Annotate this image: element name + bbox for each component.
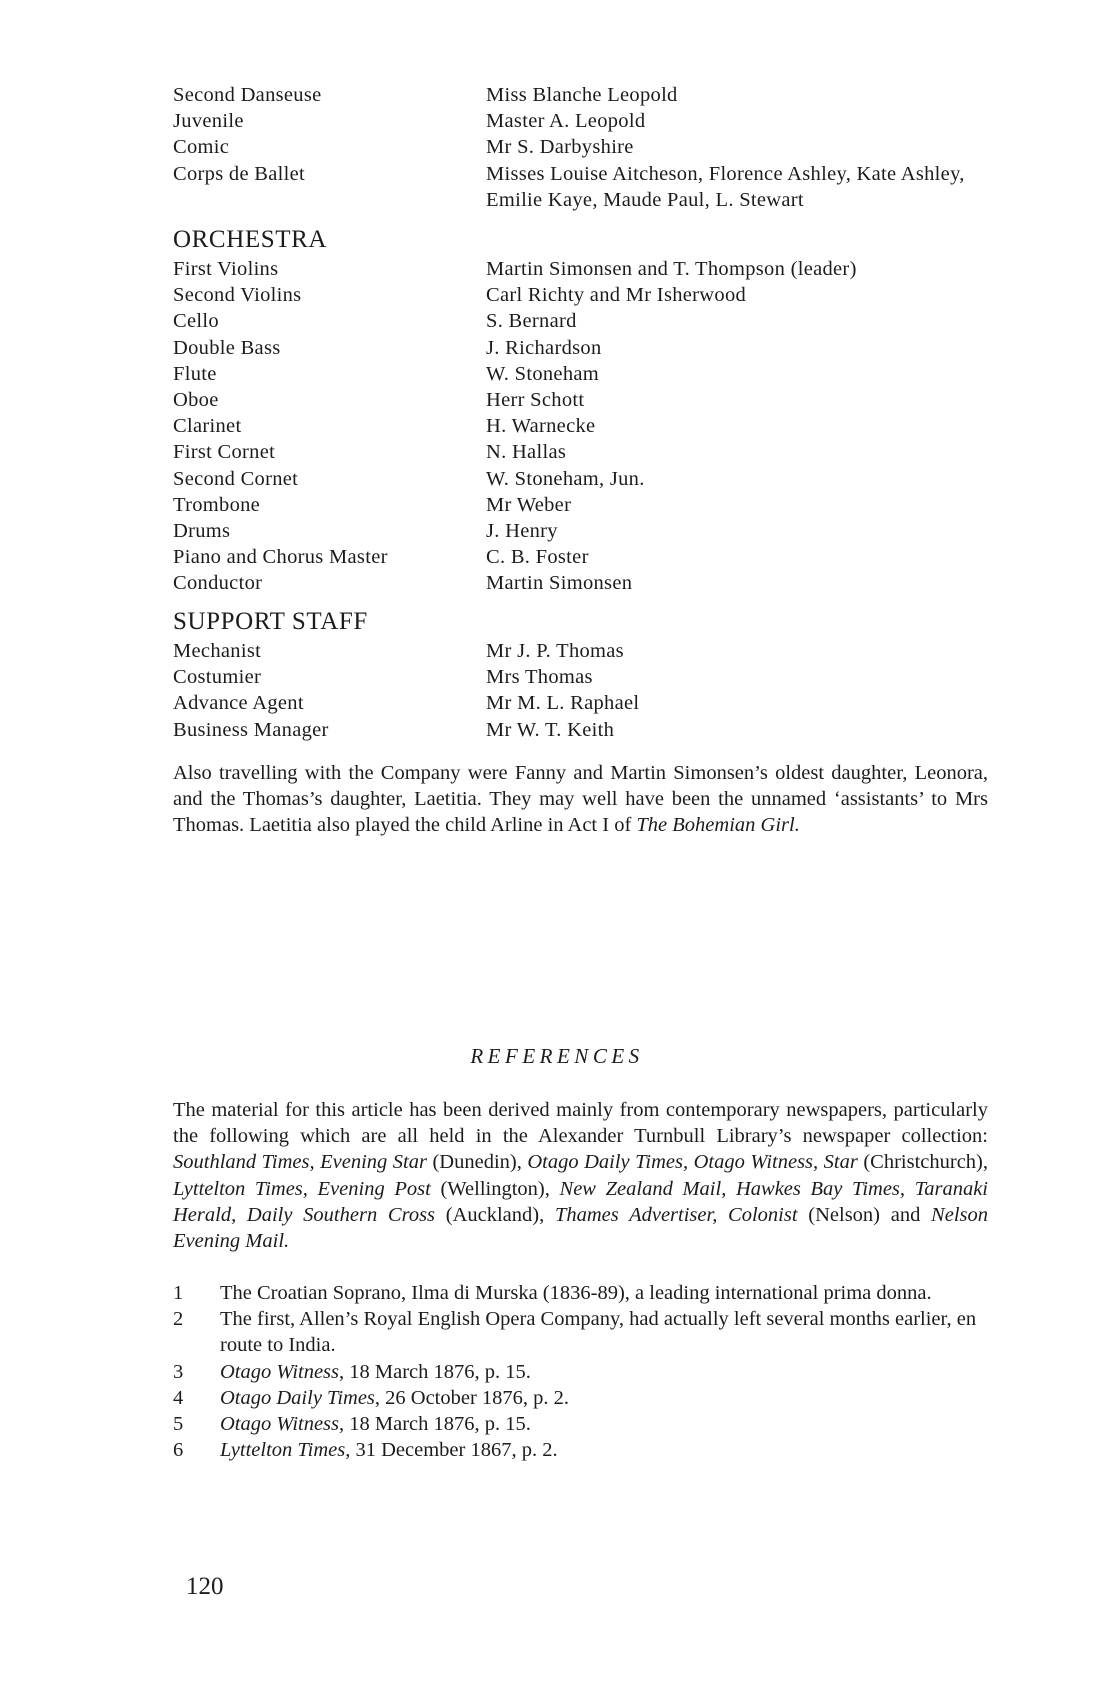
performer-name: Mr J. P. Thomas: [486, 640, 624, 662]
publication-title: Otago Daily Times: [220, 1386, 375, 1409]
text-span: , 31 December 1867, p. 2.: [345, 1439, 558, 1462]
footnote: [173, 1280, 988, 1306]
role-label: Second Violins: [173, 284, 302, 307]
performer-name: J. Henry: [486, 520, 558, 543]
role-label: Cello: [173, 310, 219, 333]
orchestra-heading: ORCHESTRA: [173, 226, 328, 253]
role-label: Mechanist: [173, 640, 262, 662]
text-span: , 18 March 1876, p. 15.: [339, 1413, 531, 1436]
performer-name: Mrs Thomas: [486, 666, 593, 689]
performer-name: Carl Richty and Mr Isherwood: [486, 284, 747, 307]
role-label: First Cornet: [173, 441, 276, 464]
text-span: The Croatian Soprano, Ilma di Murska (1836-89), a leading international prima donna.: [220, 1282, 932, 1304]
text-span: (Nelson) and: [797, 1203, 932, 1226]
dancers-list: [173, 82, 1003, 213]
performer-name: N. Hallas: [486, 441, 567, 464]
footnote-text: [220, 1306, 988, 1358]
references-heading: REFERENCES: [470, 1044, 644, 1068]
list-item: [173, 361, 1003, 387]
list-item: [173, 161, 1003, 213]
list-item: [173, 256, 1003, 282]
performer-name: J. Richardson: [486, 336, 602, 359]
list-item: [173, 690, 1003, 716]
role-label: Double Bass: [173, 336, 281, 359]
performer-name: S. Bernard: [486, 310, 577, 333]
performer-name: Misses Louise Aitcheson, Florence Ashley, Kate Ashley, Emilie Kaye, Maude Paul, L. Stewart: [486, 162, 965, 211]
footnote: [173, 1359, 988, 1385]
role-label: Second Danseuse: [173, 84, 322, 106]
role-label: First Violins: [173, 258, 279, 280]
text-span: (Wellington),: [430, 1177, 560, 1200]
publication-title: Otago Witness: [220, 1360, 340, 1383]
footnotes-list: [173, 1280, 988, 1463]
footnote-text: [220, 1437, 988, 1463]
list-item: [173, 308, 1003, 334]
performer-name: Mr W. T. Keith: [486, 718, 615, 741]
role-label: Clarinet: [173, 415, 242, 438]
list-item: [173, 466, 1003, 492]
text-span: The material for this article has been derived mainly from contemporary newspapers, particularly the following which are all held in the Alexander Turnbull Library’s newspaper collection:: [173, 1099, 988, 1148]
performer-name: C. B. Foster: [486, 546, 589, 569]
performer-name: W. Stoneham: [486, 362, 600, 385]
list-item: [173, 518, 1003, 544]
role-label: Business Manager: [173, 718, 329, 741]
footnote-number: 5: [173, 1413, 184, 1436]
performer-name: W. Stoneham, Jun.: [486, 467, 645, 490]
list-item: [173, 638, 1003, 664]
publication-title: Lyttelton Times, Evening Post: [173, 1177, 431, 1200]
footnote-text: [220, 1385, 988, 1411]
performer-name: H. Warnecke: [486, 415, 596, 438]
text-span: The first, Allen’s Royal English Opera Company, had actually left several months earlier, en route to India.: [220, 1308, 977, 1357]
role-label: Trombone: [173, 493, 261, 516]
travel-note-text: Also travelling with the Company were Fanny and Martin Simonsen’s oldest daughter, Leonora, and the Thomas’s daughter, Laetitia. They may well have been the unnamed ‘assistants’ to Mrs Thomas. Laetitia also played the child Arline in Act I of: [173, 762, 988, 837]
list-item: [173, 570, 1003, 596]
travel-note-paragraph: [173, 760, 988, 839]
text-span: , 26 October 1876, p. 2.: [374, 1386, 570, 1409]
travel-note-title: The Bohemian Girl.: [636, 814, 800, 837]
performer-name: Master A. Leopold: [486, 110, 646, 133]
text-span: , 18 March 1876, p. 15.: [339, 1360, 531, 1383]
footnote-number: 3: [173, 1360, 184, 1383]
role-label: Piano and Chorus Master: [173, 546, 388, 569]
list-item: [173, 387, 1003, 413]
performer-name: Martin Simonsen: [486, 572, 633, 595]
role-label: Costumier: [173, 666, 262, 689]
role-label: Advance Agent: [173, 692, 304, 715]
list-item: [173, 282, 1003, 308]
list-item: [173, 664, 1003, 690]
role-label: Corps de Ballet: [173, 162, 306, 185]
list-item: [173, 492, 1003, 518]
text-span: (Christchurch),: [857, 1151, 989, 1174]
list-item: [173, 134, 1003, 160]
list-item: [173, 108, 1003, 134]
list-item: [173, 544, 1003, 570]
role-label: Juvenile: [173, 110, 244, 133]
publication-title: Lyttelton Times: [220, 1439, 346, 1462]
support-staff-heading: SUPPORT STAFF: [173, 608, 368, 635]
support-staff-section: [173, 606, 1003, 743]
list-item: [173, 413, 1003, 439]
footnote: [173, 1411, 988, 1437]
orchestra-section: [173, 224, 1003, 597]
performer-name: Mr Weber: [486, 493, 572, 516]
footnote-number: 2: [173, 1308, 184, 1331]
performer-name: Martin Simonsen and T. Thompson (leader): [486, 258, 857, 280]
role-label: Conductor: [173, 572, 263, 595]
page-number: 120: [186, 1573, 224, 1600]
list-item: [173, 82, 1003, 108]
performer-name: Herr Schott: [486, 389, 585, 412]
performer-name: Miss Blanche Leopold: [486, 84, 678, 106]
text-span: (Dunedin),: [426, 1151, 528, 1174]
publication-title: Otago Witness: [220, 1413, 340, 1436]
footnote: [173, 1385, 988, 1411]
role-label: Oboe: [173, 389, 219, 412]
list-item: [173, 439, 1003, 465]
publication-title: Southland Times, Evening Star: [173, 1151, 427, 1174]
role-label: Comic: [173, 136, 230, 159]
footnote-number: 6: [173, 1439, 184, 1462]
footnote: [173, 1437, 988, 1463]
list-item: [173, 335, 1003, 361]
references-intro: [173, 1097, 988, 1254]
publication-title: Nelson Evening Mail.: [173, 1203, 988, 1253]
performer-name: Mr S. Darbyshire: [486, 136, 634, 159]
role-label: Drums: [173, 520, 231, 543]
footnote-text: [220, 1359, 988, 1385]
publication-title: Otago Daily Times, Otago Witness, Star: [527, 1151, 858, 1174]
role-label: Second Cornet: [173, 467, 299, 490]
support-staff-list: [173, 638, 1003, 743]
footnote-text: [220, 1280, 988, 1306]
footnote-number: 4: [173, 1386, 184, 1409]
publication-title: Thames Advertiser, Colonist: [554, 1203, 798, 1226]
footnote: [173, 1306, 988, 1358]
footnote-number: 1: [173, 1282, 184, 1304]
orchestra-list: [173, 256, 1003, 597]
footnote-text: [220, 1411, 988, 1437]
performer-name: Mr M. L. Raphael: [486, 692, 640, 715]
list-item: [173, 717, 1003, 743]
publication-title: New Zealand Mail, Hawkes Bay Times, Taranaki Herald, Daily Southern Cross: [173, 1177, 988, 1226]
text-span: (Auckland),: [435, 1203, 555, 1226]
role-label: Flute: [173, 362, 217, 385]
